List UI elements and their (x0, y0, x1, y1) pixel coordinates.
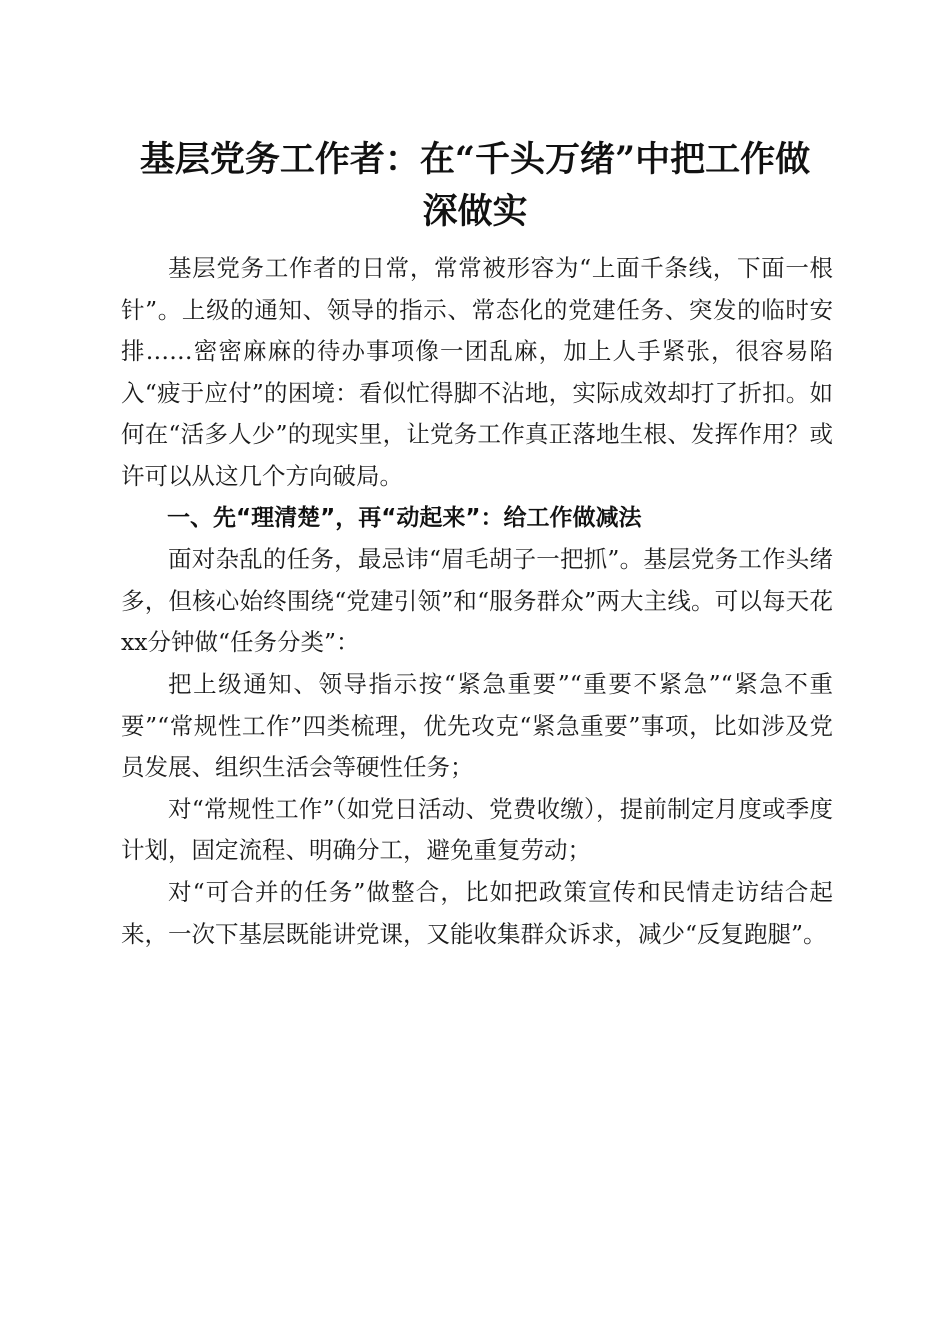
body-paragraph: 对“常规性工作”（如党日活动、党费收缴），提前制定月度或季度计划，固定流程、明确分工，避免重复劳动； (121, 794, 833, 865)
body-paragraph: 面对杂乱的任务，最忌讳“眉毛胡子一把抓”。基层党务工作头绪多，但核心始终围绕“党建引领”和“服务群众”两大主线。可以每天花xx分钟做“任务分类”： (121, 545, 833, 657)
intro-paragraph: 基层党务工作者的日常，常常被形容为“上面千条线，下面一根针”。上级的通知、领导的指示、常态化的党建任务、突发的临时安排……密密麻麻的待办事项像一团乱麻，加上人手紧张，很容易陷入“疲于应付”的困境：看似忙得脚不沾地，实际成效却打了折扣。如何在“活多人少”的现实里，让党务工作真正落地生根、发挥作用？或许可以从这几个方向破局。 (121, 254, 833, 490)
section-heading: 一、先“理清楚”，再“动起来”：给工作做减法 (167, 504, 642, 531)
body-paragraph: 把上级通知、领导指示按“紧急重要”“重要不紧急”“紧急不重要”“常规性工作”四类梳理，优先攻克“紧急重要”事项，比如涉及党员发展、组织生活会等硬性任务； (121, 669, 833, 782)
document-title (100, 134, 850, 238)
body-paragraph: 对“可合并的任务”做整合，比如把政策宣传和民情走访结合起来，一次下基层既能讲党课，又能收集群众诉求，减少“反复跑腿”。 (121, 877, 833, 948)
document-title-line-2: 深做实 (422, 191, 528, 232)
document-title-line-1: 基层党务工作者：在“千头万绪”中把工作做 (139, 139, 811, 180)
document-body (121, 248, 833, 955)
